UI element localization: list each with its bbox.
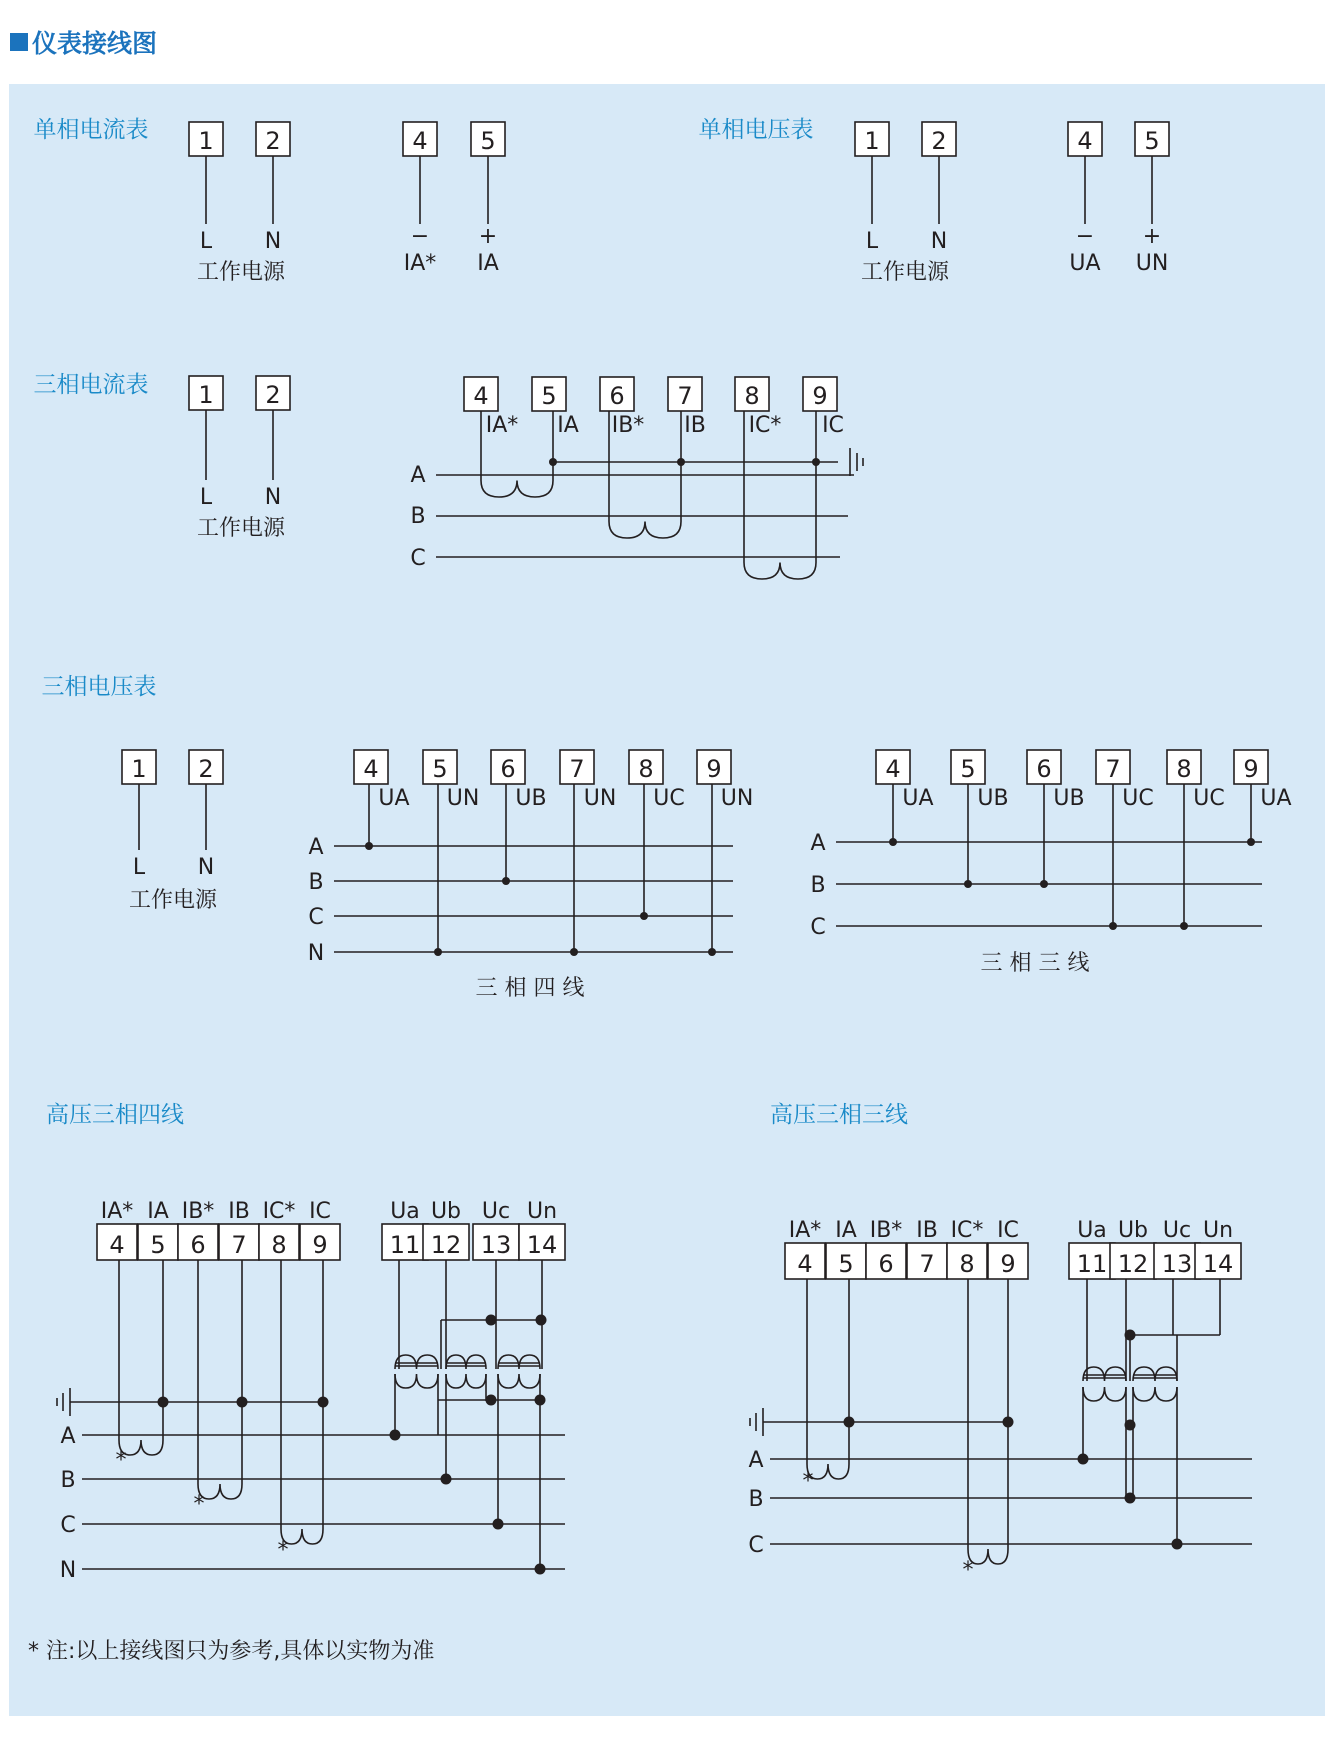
power-supply-label: 工作电源 bbox=[128, 888, 218, 913]
line-label-b: B bbox=[810, 873, 826, 898]
terminal-label: IA* bbox=[485, 413, 519, 438]
section-title: 三相电压表 bbox=[41, 674, 157, 700]
section-title: 单相电压表 bbox=[698, 117, 814, 143]
terminal-label: UN bbox=[720, 786, 754, 811]
line-label-a: A bbox=[308, 835, 324, 860]
label-un: UN bbox=[1135, 251, 1169, 276]
line-label-n: N bbox=[59, 1558, 77, 1583]
voltage-terminal-label: Un bbox=[1202, 1218, 1234, 1243]
terminal-number: 1 bbox=[198, 381, 214, 409]
junction-dot bbox=[536, 1315, 547, 1326]
terminal-number: 1 bbox=[198, 127, 214, 155]
current-terminal-label: IC bbox=[997, 1218, 1019, 1243]
label-l: L bbox=[865, 229, 879, 254]
footnote-text: * 注:以上接线图只为参考,具体以实物为准 bbox=[28, 1639, 435, 1664]
voltage-terminal-number: 12 bbox=[430, 1231, 462, 1259]
voltage-terminal-label: Uc bbox=[1162, 1218, 1192, 1243]
terminal-label: UN bbox=[583, 786, 617, 811]
junction-dot bbox=[570, 948, 578, 956]
junction-dot bbox=[486, 1315, 497, 1326]
terminal-number: 5 bbox=[432, 755, 448, 783]
terminal-number: 5 bbox=[541, 382, 557, 410]
label-minus: − bbox=[410, 224, 430, 249]
current-terminal-label: IC bbox=[309, 1199, 331, 1224]
current-terminal-label: IB* bbox=[869, 1218, 903, 1243]
current-terminal-number: 8 bbox=[959, 1250, 975, 1278]
voltage-terminal-label: Un bbox=[526, 1199, 558, 1224]
single-voltage-meter bbox=[699, 117, 1170, 285]
terminal-label: IC* bbox=[748, 413, 782, 438]
terminal-number: 5 bbox=[960, 755, 976, 783]
line-label-c: C bbox=[748, 1533, 764, 1558]
section-title: 三相电流表 bbox=[33, 372, 149, 398]
section-title: 高压三相三线 bbox=[770, 1102, 908, 1128]
terminal-number: 2 bbox=[198, 755, 214, 783]
hv-three-phase-four-wire bbox=[46, 1102, 565, 1583]
line-label-n: N bbox=[307, 941, 325, 966]
junction-dot bbox=[441, 1474, 452, 1485]
line-label-b: B bbox=[748, 1487, 764, 1512]
ct-coil-c bbox=[744, 557, 816, 579]
terminal-label: UA bbox=[1260, 786, 1292, 811]
junction-dot bbox=[493, 1519, 504, 1530]
terminal-label: IB* bbox=[611, 413, 645, 438]
pt-primary-coil bbox=[395, 1355, 438, 1369]
label-l: L bbox=[132, 855, 146, 880]
three-phase-voltage-meter bbox=[42, 674, 224, 913]
current-terminal-number: 5 bbox=[838, 1250, 854, 1278]
single-current-meter bbox=[34, 117, 506, 285]
current-terminal-label: IA bbox=[835, 1218, 857, 1243]
terminal-number: 7 bbox=[677, 382, 693, 410]
voltage-terminal-label: Ub bbox=[1117, 1218, 1149, 1243]
voltage-terminal-label: Ub bbox=[430, 1199, 462, 1224]
terminal-number: 1 bbox=[864, 127, 880, 155]
terminal-label: UB bbox=[977, 786, 1009, 811]
terminal-label: UA bbox=[378, 786, 410, 811]
junction-dot bbox=[365, 842, 373, 850]
terminal-number: 7 bbox=[1105, 755, 1121, 783]
pt-secondary-coil bbox=[446, 1374, 486, 1388]
terminal-label: UN bbox=[446, 786, 480, 811]
junction-dot bbox=[1109, 922, 1117, 930]
terminal-number: 8 bbox=[638, 755, 654, 783]
pt-secondary-coil bbox=[395, 1374, 438, 1388]
terminal-number: 2 bbox=[265, 127, 281, 155]
terminal-label: IA bbox=[557, 413, 579, 438]
junction-dot bbox=[502, 877, 510, 885]
current-terminal-label: IC* bbox=[950, 1218, 984, 1243]
terminal-number: 8 bbox=[1176, 755, 1192, 783]
current-terminal-number: 5 bbox=[150, 1231, 166, 1259]
voltage-terminal-number: 11 bbox=[389, 1231, 421, 1259]
terminal-number: 4 bbox=[885, 755, 901, 783]
terminal-number: 4 bbox=[363, 755, 379, 783]
junction-dot bbox=[549, 458, 557, 466]
current-terminal-label: IB* bbox=[181, 1199, 215, 1224]
terminal-label: UB bbox=[515, 786, 547, 811]
terminal-number: 1 bbox=[131, 755, 147, 783]
terminal-number: 4 bbox=[473, 382, 489, 410]
terminal-number: 2 bbox=[931, 127, 947, 155]
voltage-terminal-number: 12 bbox=[1117, 1250, 1149, 1278]
line-label-c: C bbox=[410, 546, 426, 571]
terminal-label: UC bbox=[1122, 786, 1154, 811]
label-plus: + bbox=[1142, 224, 1162, 249]
line-label-a: A bbox=[410, 463, 426, 488]
pt-primary-coil bbox=[1133, 1367, 1177, 1381]
junction-dot bbox=[486, 1395, 497, 1406]
current-terminal-number: 9 bbox=[312, 1231, 328, 1259]
junction-dot bbox=[390, 1430, 401, 1441]
ct-coil-b bbox=[198, 1479, 242, 1499]
voltage-terminal-number: 14 bbox=[1202, 1250, 1234, 1278]
junction-dot bbox=[889, 838, 897, 846]
section-title: 单相电流表 bbox=[33, 117, 149, 143]
junction-dot bbox=[1247, 838, 1255, 846]
junction-dot bbox=[812, 458, 820, 466]
junction-dot bbox=[535, 1395, 546, 1406]
junction-dot bbox=[640, 912, 648, 920]
voltage-terminal-number: 13 bbox=[480, 1231, 512, 1259]
junction-dot bbox=[237, 1397, 248, 1408]
three-phase-four-wire bbox=[308, 750, 754, 1001]
current-terminal-label: IB bbox=[916, 1218, 938, 1243]
terminal-number: 4 bbox=[412, 127, 428, 155]
line-label-c: C bbox=[810, 915, 826, 940]
junction-dot bbox=[708, 948, 716, 956]
pt-primary-coil bbox=[498, 1355, 540, 1369]
terminal-label: IC bbox=[822, 413, 844, 438]
junction-dot bbox=[434, 948, 442, 956]
junction-dot bbox=[318, 1397, 329, 1408]
three-phase-current-meter bbox=[34, 372, 864, 579]
current-terminal-number: 4 bbox=[109, 1231, 125, 1259]
line-label-c: C bbox=[60, 1513, 76, 1538]
four-wire-caption: 三 相 四 线 bbox=[475, 976, 585, 1001]
ct-coil-c bbox=[968, 1544, 1008, 1564]
terminal-label: UA bbox=[902, 786, 934, 811]
ct-coil-a bbox=[481, 475, 553, 497]
junction-dot bbox=[1125, 1493, 1136, 1504]
terminal-number: 6 bbox=[609, 382, 625, 410]
terminal-label: UC bbox=[1193, 786, 1225, 811]
polarity-star: * bbox=[277, 1538, 289, 1563]
line-label-b: B bbox=[60, 1468, 76, 1493]
pt-primary-coil bbox=[446, 1355, 486, 1369]
polarity-star: * bbox=[802, 1469, 814, 1494]
label-ia: IA bbox=[477, 251, 499, 276]
terminal-number: 7 bbox=[569, 755, 585, 783]
power-supply-label: 工作电源 bbox=[196, 260, 286, 285]
line-label-a: A bbox=[810, 831, 826, 856]
voltage-terminal-label: Uc bbox=[481, 1199, 511, 1224]
pt-primary-coil bbox=[1083, 1367, 1126, 1381]
junction-dot bbox=[1125, 1420, 1136, 1431]
polarity-star: * bbox=[962, 1558, 974, 1583]
junction-dot bbox=[1003, 1417, 1014, 1428]
terminal-number: 4 bbox=[1077, 127, 1093, 155]
junction-dot bbox=[677, 458, 685, 466]
power-supply-label: 工作电源 bbox=[860, 260, 950, 285]
section-title: 高压三相四线 bbox=[46, 1102, 184, 1128]
line-label-b: B bbox=[410, 504, 426, 529]
page-title: 仪表接线图 bbox=[32, 29, 158, 58]
line-label-c: C bbox=[308, 905, 324, 930]
polarity-star: * bbox=[193, 1492, 205, 1517]
ct-coil-b bbox=[609, 516, 681, 538]
terminal-number: 9 bbox=[812, 382, 828, 410]
junction-dot bbox=[1172, 1539, 1183, 1550]
line-label-b: B bbox=[308, 870, 324, 895]
terminal-number: 2 bbox=[265, 381, 281, 409]
current-terminal-label: IB bbox=[228, 1199, 250, 1224]
pt-secondary-coil bbox=[498, 1374, 540, 1388]
current-terminal-number: 4 bbox=[797, 1250, 813, 1278]
terminal-number: 9 bbox=[706, 755, 722, 783]
label-n: N bbox=[930, 229, 948, 254]
label-l: L bbox=[199, 229, 213, 254]
terminal-number: 5 bbox=[1144, 127, 1160, 155]
terminal-label: UC bbox=[653, 786, 685, 811]
current-terminal-label: IA bbox=[147, 1199, 169, 1224]
current-terminal-label: IC* bbox=[262, 1199, 296, 1224]
junction-dot bbox=[1040, 880, 1048, 888]
junction-dot bbox=[964, 880, 972, 888]
label-minus: − bbox=[1075, 224, 1095, 249]
junction-dot bbox=[1125, 1330, 1136, 1341]
voltage-terminal-label: Ua bbox=[1077, 1218, 1107, 1243]
junction-dot bbox=[158, 1397, 169, 1408]
junction-dot bbox=[535, 1564, 546, 1575]
label-l: L bbox=[199, 485, 213, 510]
label-plus: + bbox=[478, 224, 498, 249]
hv-three-phase-three-wire bbox=[748, 1102, 1252, 1583]
label-n: N bbox=[264, 229, 282, 254]
terminal-label: UB bbox=[1053, 786, 1085, 811]
label-n: N bbox=[264, 485, 282, 510]
pt-secondary-coil bbox=[1133, 1387, 1177, 1401]
three-wire-caption: 三 相 三 线 bbox=[980, 951, 1090, 976]
label-ia-star: IA* bbox=[403, 251, 437, 276]
current-terminal-number: 7 bbox=[231, 1231, 247, 1259]
polarity-star: * bbox=[115, 1448, 127, 1473]
footnote bbox=[28, 1639, 434, 1664]
current-terminal-number: 6 bbox=[878, 1250, 894, 1278]
line-label-a: A bbox=[748, 1448, 764, 1473]
pt-secondary-coil bbox=[1083, 1387, 1126, 1401]
terminal-number: 9 bbox=[1243, 755, 1259, 783]
line-label-a: A bbox=[60, 1424, 76, 1449]
label-ua: UA bbox=[1069, 251, 1101, 276]
voltage-terminal-label: Ua bbox=[390, 1199, 420, 1224]
voltage-terminal-number: 14 bbox=[526, 1231, 558, 1259]
current-terminal-label: IA* bbox=[788, 1218, 822, 1243]
junction-dot bbox=[1078, 1454, 1089, 1465]
label-n: N bbox=[197, 855, 215, 880]
voltage-terminal-number: 13 bbox=[1161, 1250, 1193, 1278]
current-terminal-number: 9 bbox=[1000, 1250, 1016, 1278]
current-terminal-label: IA* bbox=[100, 1199, 134, 1224]
terminal-number: 6 bbox=[500, 755, 516, 783]
three-phase-three-wire bbox=[810, 750, 1291, 976]
junction-dot bbox=[1180, 922, 1188, 930]
current-terminal-number: 8 bbox=[271, 1231, 287, 1259]
current-terminal-number: 6 bbox=[190, 1231, 206, 1259]
terminal-label: IB bbox=[684, 413, 706, 438]
terminal-number: 5 bbox=[480, 127, 496, 155]
voltage-terminal-number: 11 bbox=[1076, 1250, 1108, 1278]
current-terminal-number: 7 bbox=[919, 1250, 935, 1278]
terminal-number: 6 bbox=[1036, 755, 1052, 783]
terminal-number: 8 bbox=[744, 382, 760, 410]
junction-dot bbox=[844, 1417, 855, 1428]
power-supply-label: 工作电源 bbox=[196, 516, 286, 541]
